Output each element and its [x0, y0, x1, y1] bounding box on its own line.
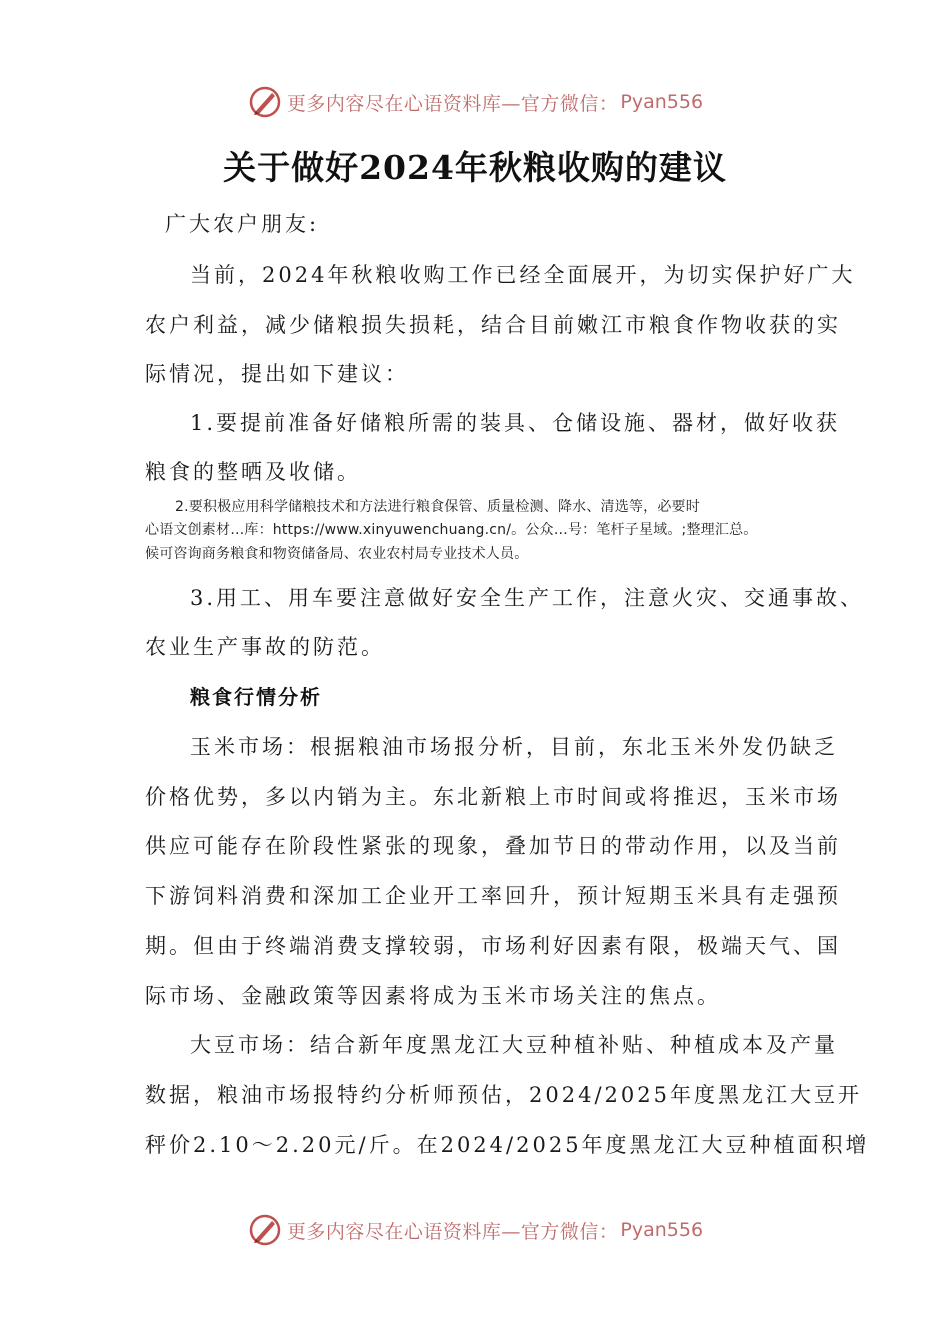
- item2-line: 心语文创素材…库：https://www.xinyuwenchuang.cn/。公众…号：笔杆子星域。;整理汇总。: [145, 522, 758, 538]
- intro-line: 当前，2024年秋粮收购工作已经全面展开，为切实保护好广大: [190, 263, 856, 287]
- item3-line: 农业生产事故的防范。: [145, 635, 385, 659]
- pen-logo-icon: [247, 84, 283, 120]
- page-title: 关于做好2024年秋粮收购的建议: [223, 148, 727, 187]
- item1-line: 1.要提前准备好储粮所需的装具、仓储设施、器材，做好收获: [190, 411, 841, 435]
- corn-line: 下游饲料消费和深加工企业开工率回升，预计短期玉米具有走强预: [145, 884, 841, 908]
- corn-line: 价格优势，多以内销为主。东北新粮上市时间或将推迟，玉米市场: [145, 785, 841, 809]
- corn-line: 玉米市场：根据粮油市场报分析，目前，东北玉米外发仍缺乏: [190, 735, 838, 759]
- soybean-line: 大豆市场：结合新年度黑龙江大豆种植补贴、种植成本及产量: [190, 1033, 838, 1057]
- header-banner: [0, 82, 950, 122]
- soybean-line: 数据，粮油市场报特约分析师预估，2024/2025年度黑龙江大豆开: [145, 1083, 862, 1107]
- greeting: 广大农户朋友:: [165, 212, 320, 236]
- pen-logo-icon: [247, 1212, 283, 1248]
- corn-line: 供应可能存在阶段性紧张的现象，叠加节日的带动作用，以及当前: [145, 834, 841, 858]
- wechat-id: Pyan556: [620, 1219, 704, 1241]
- item1-line: 粮食的整晒及收储。: [145, 460, 361, 484]
- corn-line: 际市场、金融政策等因素将成为玉米市场关注的焦点。: [145, 984, 721, 1008]
- item2-line: 2.要积极应用科学储粮技术和方法进行粮食保管、质量检测、降水、清选等，必要时: [175, 499, 700, 515]
- item2-line: 候可咨询商务粮食和物资储备局、农业农村局专业技术人员。: [145, 546, 529, 562]
- section-heading: 粮食行情分析: [190, 685, 322, 709]
- wechat-id: Pyan556: [620, 91, 704, 113]
- item3-line: 3.用工、用车要注意做好安全生产工作，注意火灾、交通事故、: [190, 586, 865, 610]
- intro-line: 际情况，提出如下建议：: [145, 362, 409, 386]
- footer-banner: [0, 1210, 950, 1250]
- banner-text: 更多内容尽在心语资料库—官方微信：: [286, 1220, 619, 1243]
- intro-line: 农户利益，减少储粮损失损耗，结合目前嫩江市粮食作物收获的实: [145, 313, 841, 337]
- corn-line: 期。但由于终端消费支撑较弱，市场利好因素有限，极端天气、国: [145, 934, 841, 958]
- banner-text: 更多内容尽在心语资料库—官方微信：: [286, 92, 619, 115]
- soybean-line: 秤价2.10～2.20元/斤。在2024/2025年度黑龙江大豆种植面积增: [145, 1133, 870, 1157]
